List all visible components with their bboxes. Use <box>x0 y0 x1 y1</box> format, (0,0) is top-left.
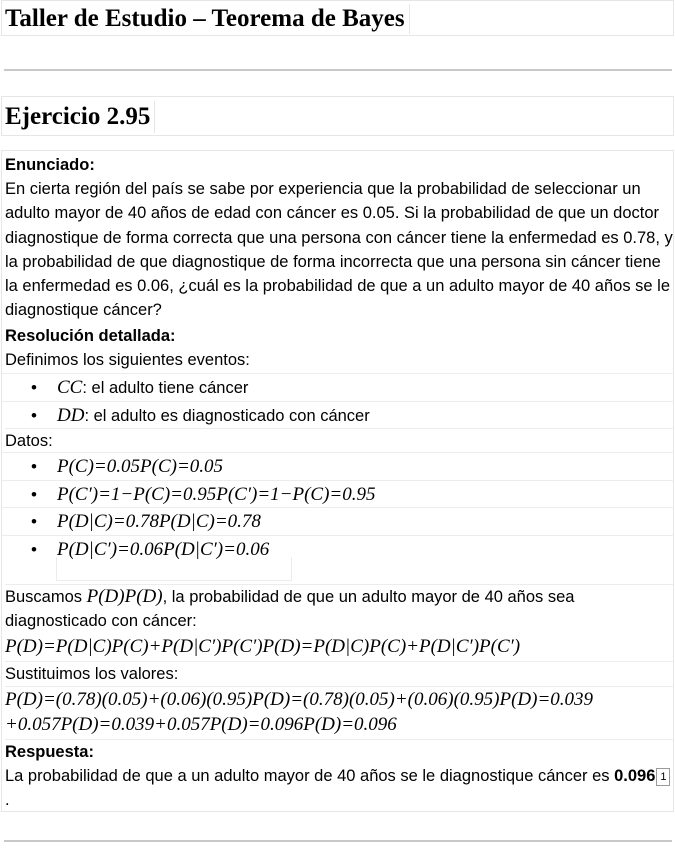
substitute-label: Sustituimos los valores: <box>5 661 673 686</box>
page-title: Taller de Estudio – Teorema de Bayes <box>5 4 410 34</box>
answer-text: La probabilidad de que a un adulto mayor de 40 años se le diagnostique cáncer es <box>5 767 615 785</box>
list-item <box>2 373 674 401</box>
events-intro: Definimos los siguientes eventos: <box>5 351 250 369</box>
answer-label: Respuesta: <box>5 739 673 764</box>
statement-text: En cierta región del país se sabe por experiencia que la probabilidad de seleccionar un adulto mayor de 40 años de edad con cáncer es 0.05. Si la probabilidad de que un doctor diagnostique de forma correcta que una persona con cáncer tiene la enfermedad es 0.78, y la probabilidad de que diagnostique de forma incorrecta que una persona sin cáncer tiene la enfermedad es 0.06, ¿cuál es la probabilidad de que a un adulto mayor de 40 años se le diagnostique cáncer? <box>5 180 673 320</box>
divider <box>4 840 672 842</box>
data-formula: P(D|C)=0.78P(D|C)=0.78 <box>57 511 261 532</box>
event-math: CC <box>57 377 83 398</box>
answer-value: 0.096 <box>614 767 656 785</box>
data-list <box>2 452 674 562</box>
event-text: : el adulto es diagnosticado con cáncer <box>84 406 370 425</box>
data-label: Datos: <box>5 428 673 453</box>
statement-label: Enunciado: <box>5 156 95 174</box>
resolution-label: Resolución detallada: <box>5 327 176 345</box>
event-text: : el adulto tiene cáncer <box>82 379 249 397</box>
answer-paragraph <box>5 764 673 813</box>
page-title-box <box>1 0 674 36</box>
divider <box>4 69 672 71</box>
exercise-title: Ejercicio 2.95 <box>5 101 155 133</box>
list-item <box>2 452 674 480</box>
events-list <box>2 373 674 428</box>
event-math: DD <box>57 404 85 426</box>
spacer <box>56 557 292 581</box>
bayes-formula: P(D)=P(D|C)P(C)+P(D|C′)P(C′)P(D)=P(D|C)P(C)+P(D|C′)P(C′) <box>5 636 521 657</box>
data-formula: P(C′)=1−P(C)=0.95P(C′)=1−P(C)=0.95 <box>57 483 376 505</box>
data-formula: P(D|C′)=0.06P(D|C′)=0.06 <box>57 538 270 560</box>
list-item <box>2 507 674 535</box>
search-text: , la probabilidad de que un adulto mayor de 40 años sea diagnosticado con cáncer: <box>5 588 575 631</box>
list-item <box>2 401 674 429</box>
search-math: P(D)P(D) <box>86 586 163 607</box>
footnote-ref[interactable]: 1 <box>656 768 670 786</box>
data-formula: P(C)=0.05P(C)=0.05 <box>57 456 224 477</box>
search-prefix: Buscamos <box>5 588 87 606</box>
search-paragraph <box>5 584 673 634</box>
exercise-body <box>1 150 674 812</box>
exercise-title-box <box>1 96 674 136</box>
substitution-line-2: +0.057P(D)=0.039+0.057P(D)=0.096P(D)=0.096 <box>5 714 397 735</box>
list-item <box>2 480 674 508</box>
substitution-line-1: P(D)=(0.78)(0.05)+(0.06)(0.95)P(D)=(0.78)(0.05)+(0.06)(0.95)P(D)=0.039 <box>5 686 673 713</box>
answer-end: . <box>5 791 10 810</box>
